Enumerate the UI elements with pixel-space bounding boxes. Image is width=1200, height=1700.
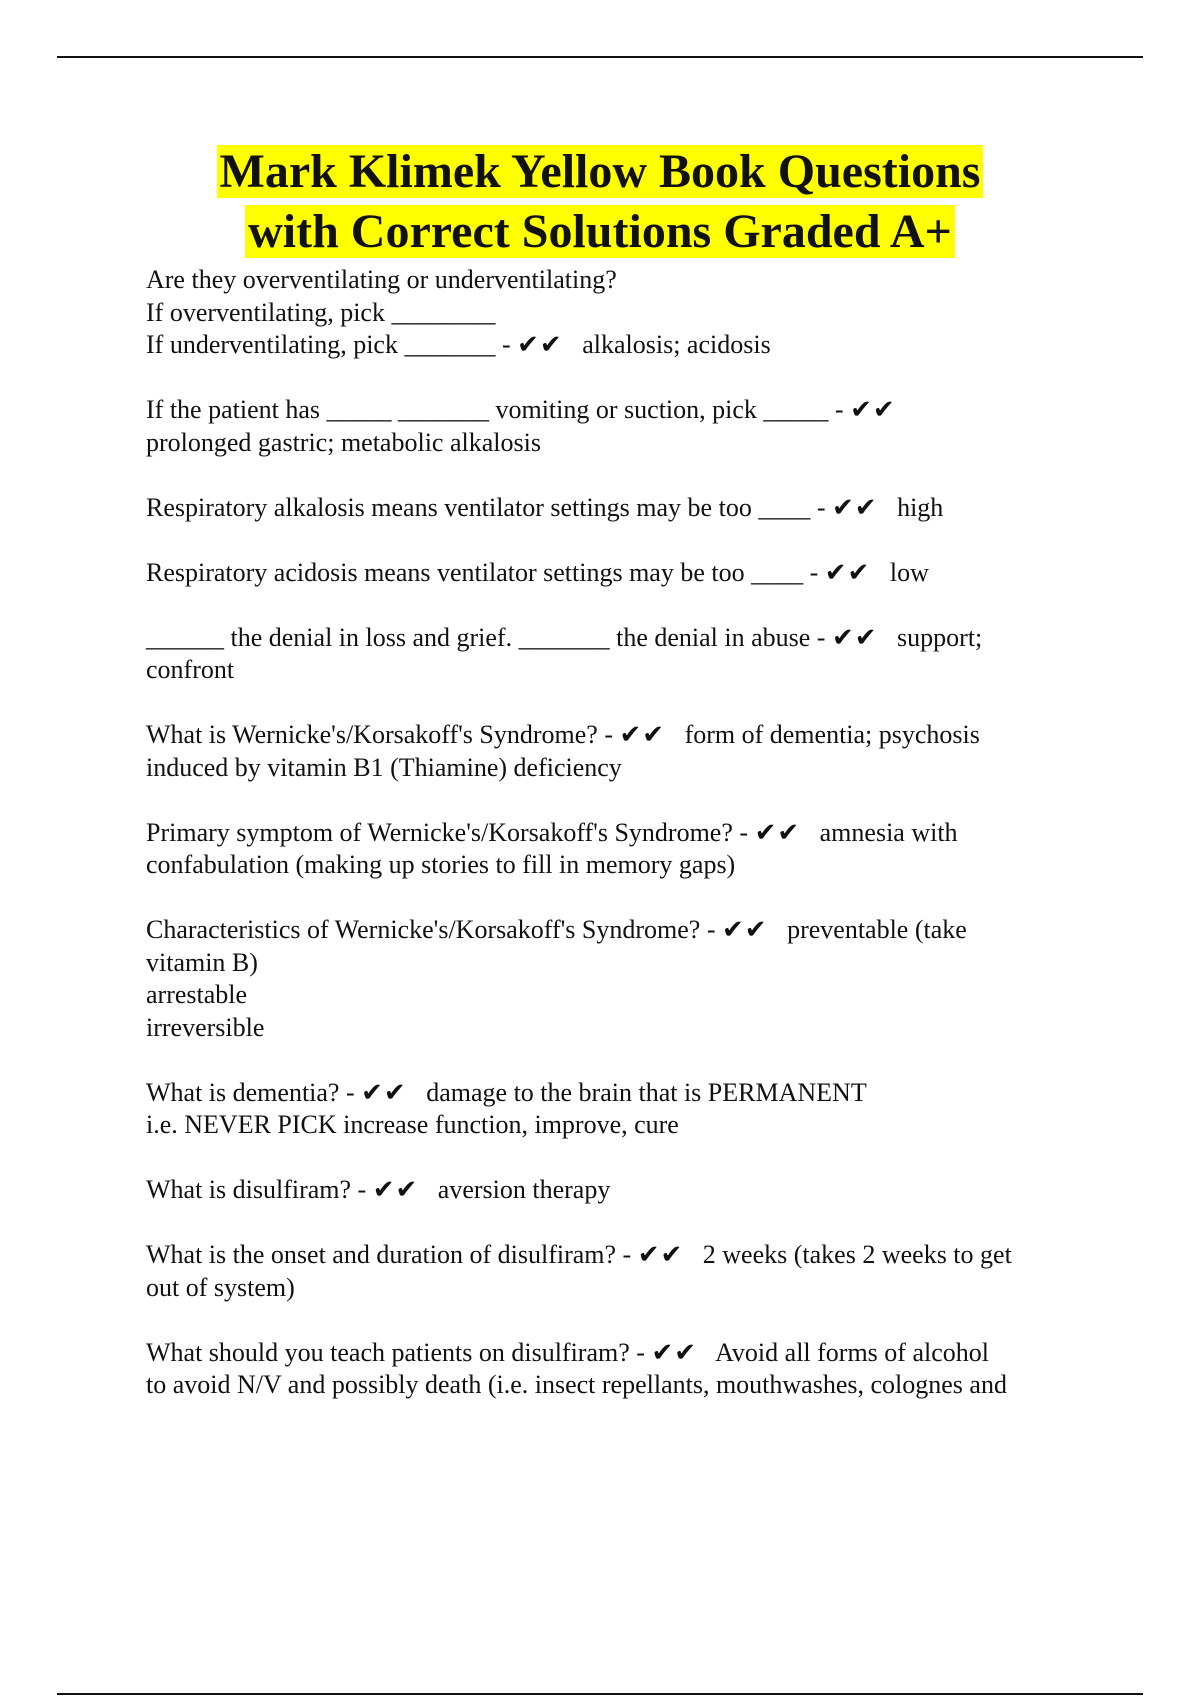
question-text: Primary symptom of Wernicke's/Korsakoff's Syndrome? - bbox=[146, 817, 755, 847]
answer-text: low bbox=[870, 557, 929, 587]
question-text: What is dementia? - bbox=[146, 1077, 362, 1107]
double-check-icon: ✔✔ bbox=[831, 492, 878, 522]
question-text: Are they overventilating or underventilating? If overventilating, pick ________ If underventilating, pick _______ - bbox=[146, 265, 617, 359]
question-text: What is the onset and duration of disulfiram? - bbox=[146, 1240, 638, 1269]
double-check-icon: ✔✔ bbox=[831, 622, 878, 652]
double-check-icon: ✔✔ bbox=[361, 1077, 407, 1107]
double-check-icon: ✔✔ bbox=[850, 395, 896, 424]
qa-item bbox=[146, 1337, 1096, 1402]
question-text: ______ the denial in loss and grief. _______ the denial in abuse - bbox=[146, 622, 832, 652]
qa-item bbox=[146, 1174, 1096, 1207]
double-check-icon: ✔✔ bbox=[754, 817, 801, 847]
double-check-icon: ✔✔ bbox=[722, 915, 768, 944]
answer-text: alkalosis; acidosis bbox=[562, 330, 771, 359]
answer-text: amnesia with confabulation (making up stories to fill in memory gaps) bbox=[146, 817, 958, 879]
title-line-1: Mark Klimek Yellow Book Questions bbox=[217, 145, 984, 198]
answer-text: high bbox=[877, 492, 944, 522]
document-title bbox=[0, 142, 1200, 262]
top-rule bbox=[57, 56, 1143, 58]
question-text: What is disulfiram? - bbox=[146, 1175, 373, 1204]
answer-text: aversion therapy bbox=[418, 1175, 611, 1204]
question-text: Respiratory alkalosis means ventilator settings may be too ____ - bbox=[146, 492, 832, 522]
answer-text: 2 weeks (takes 2 weeks to get out of system) bbox=[146, 1240, 1012, 1302]
double-check-icon: ✔✔ bbox=[372, 1175, 419, 1204]
qa-list bbox=[146, 264, 1096, 1434]
qa-item bbox=[146, 914, 1096, 1044]
question-text: Respiratory acidosis means ventilator settings may be too ____ - bbox=[146, 557, 825, 587]
qa-item bbox=[146, 1239, 1096, 1304]
question-text: If the patient has _____ _______ vomiting or suction, pick _____ - bbox=[146, 395, 851, 424]
qa-item bbox=[146, 622, 1096, 687]
answer-text: preventable (take vitamin B) arrestable irreversible bbox=[146, 915, 967, 1042]
qa-item bbox=[146, 1077, 1096, 1142]
answer-text: support; confront bbox=[146, 622, 983, 684]
answer-text: prolonged gastric; metabolic alkalosis bbox=[146, 427, 541, 457]
title-line-2: with Correct Solutions Graded A+ bbox=[245, 205, 955, 258]
double-check-icon: ✔✔ bbox=[651, 1337, 698, 1367]
answer-text: form of dementia; psychosis induced by vitamin B1 (Thiamine) deficiency bbox=[146, 720, 980, 782]
double-check-icon: ✔✔ bbox=[517, 330, 563, 359]
answer-text: Avoid all forms of alcohol to avoid N/V and possibly death (i.e. insect repellants, mouthwashes, colognes and bbox=[146, 1337, 1007, 1399]
qa-item bbox=[146, 264, 1096, 362]
double-check-icon: ✔✔ bbox=[619, 720, 666, 749]
question-text: What is Wernicke's/Korsakoff's Syndrome? - bbox=[146, 720, 620, 749]
qa-item bbox=[146, 817, 1096, 882]
question-text: Characteristics of Wernicke's/Korsakoff's Syndrome? - bbox=[146, 915, 722, 944]
bottom-rule bbox=[57, 1693, 1143, 1695]
qa-item bbox=[146, 557, 1096, 590]
double-check-icon: ✔✔ bbox=[824, 557, 871, 587]
qa-item bbox=[146, 719, 1096, 784]
answer-text: damage to the brain that is PERMANENT i.e. NEVER PICK increase function, improve, cure bbox=[146, 1077, 867, 1139]
question-text: What should you teach patients on disulfiram? - bbox=[146, 1337, 652, 1367]
qa-item bbox=[146, 492, 1096, 525]
double-check-icon: ✔✔ bbox=[637, 1240, 684, 1269]
qa-item bbox=[146, 394, 1096, 459]
